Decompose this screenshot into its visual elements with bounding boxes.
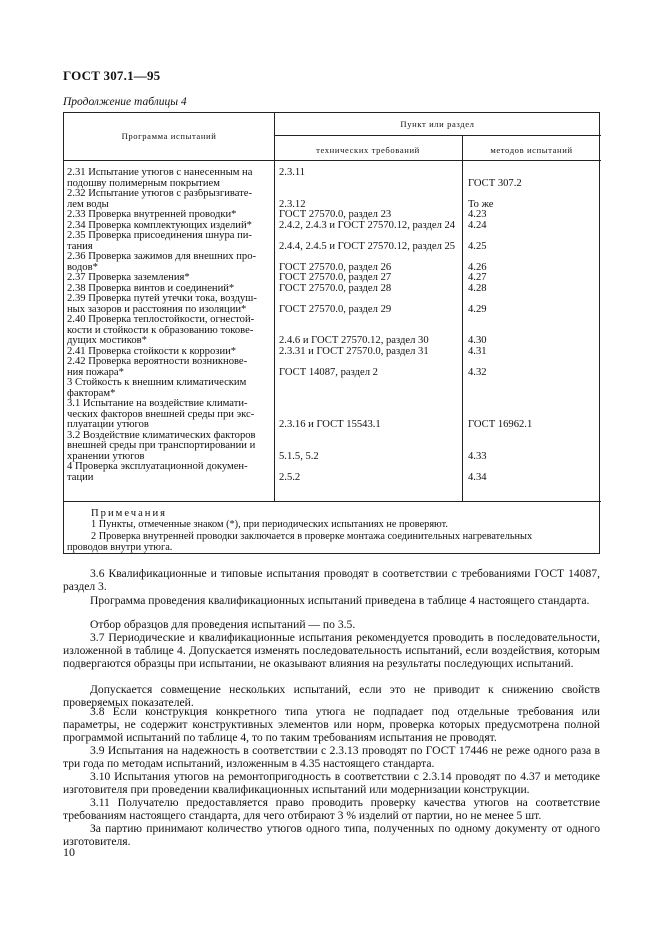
program-line: факторам* <box>67 388 116 399</box>
program-line: плуатации утюгов <box>67 420 149 430</box>
program-line: внешней среды при транспортировании и <box>67 441 256 451</box>
program-line: ных зазоров и расстояния по изоляции* <box>67 304 247 315</box>
program-line: 2.36 Проверка зажимов для внешних про- <box>67 252 257 262</box>
document-title: ГОСТ 307.1—95 <box>63 68 161 83</box>
test-method-cell: То же <box>468 198 494 210</box>
table-divider-h-notes <box>64 501 601 502</box>
program-line: тания <box>67 241 93 252</box>
page-number: 10 <box>63 845 75 859</box>
header-item-or-section: Пункт или раздел <box>400 119 475 129</box>
technical-requirement-cell: ГОСТ 14087, раздел 2 <box>279 367 378 378</box>
program-line: ческих факторов внешней среды при экс- <box>67 409 255 420</box>
note-2-continuation: проводов внутри утюга. <box>67 542 173 553</box>
program-line: 3.1 Испытание на воздействие климати- <box>67 399 248 409</box>
technical-requirement-cell: 2.4.2, 2.4.3 и ГОСТ 27570.12, раздел 24 <box>279 220 456 231</box>
program-line: 2.42 Проверка вероятности возникнове- <box>67 357 248 367</box>
table-caption: Продолжение таблицы 4 <box>63 96 187 108</box>
technical-requirement-cell: 2.3.31 и ГОСТ 27570.0, раздел 31 <box>279 346 429 357</box>
test-method-cell: 4.27 <box>468 272 487 283</box>
program-line: подошву полимерным покрытием <box>67 178 220 189</box>
technical-requirement-cell: ГОСТ 27570.0, раздел 28 <box>279 283 392 294</box>
test-method-cell: 4.34 <box>468 471 487 483</box>
program-line: 2.38 Проверка винтов и соединений* <box>67 283 235 294</box>
test-method-cell: 4.33 <box>468 450 487 462</box>
program-line: тации <box>67 472 94 483</box>
test-method-cell: 4.28 <box>468 282 487 294</box>
program-line: 3 Стойкость к внешним климатическим <box>67 378 247 388</box>
technical-requirement-cell: 2.3.16 и ГОСТ 15543.1 <box>279 420 381 430</box>
paragraph-batch: За партию принимают количество утюгов одного типа, полученных по одному документу от одного изготовителя. <box>63 822 600 849</box>
program-line: 2.41 Проверка стойкости к коррозии* <box>67 346 237 357</box>
notes-title: Примечания <box>91 508 167 519</box>
header-technical-requirements: технических требований <box>316 145 420 155</box>
test-method-cell: ГОСТ 16962.1 <box>468 419 533 430</box>
test-method-cell: 4.26 <box>468 261 487 273</box>
test-program-table <box>63 112 600 554</box>
paragraph-program: Программа проведения квалификационных испытаний приведена в таблице 4 настоящего стандарта. <box>90 594 590 607</box>
header-program: Программа испытаний <box>121 131 217 141</box>
program-line: хранении утюгов <box>67 451 145 462</box>
paragraph-sampling: Отбор образцов для проведения испытаний — по 3.5. <box>90 618 356 631</box>
program-line: лем воды <box>67 199 109 210</box>
paragraph-combination: Допускается совмещение нескольких испытаний, если это не приводит к снижению свойств проверяемых показателей. <box>63 683 600 710</box>
technical-requirement-cell: 2.4.4, 2.4.5 и ГОСТ 27570.12, раздел 25 <box>279 241 456 252</box>
program-line: водов* <box>67 262 98 273</box>
table-divider-v2 <box>462 136 463 501</box>
technical-requirement-cell: 2.3.12 <box>279 199 306 210</box>
technical-requirement-cell: 5.1.5, 5.2 <box>279 451 319 462</box>
test-method-cell: 4.29 <box>468 303 487 315</box>
test-method-cell: 4.32 <box>468 366 487 378</box>
program-line: 4 Проверка эксплуатационной докумен- <box>67 462 248 472</box>
table-divider-h-header <box>64 160 601 161</box>
technical-requirement-cell: 2.3.11 <box>279 168 306 178</box>
technical-requirement-cell: ГОСТ 27570.0, раздел 27 <box>279 273 392 283</box>
technical-requirement-cell: ГОСТ 27570.0, раздел 26 <box>279 262 392 273</box>
program-line: 2.37 Проверка заземления* <box>67 273 190 283</box>
program-line: 2.33 Проверка внутренней проводки* <box>67 210 237 220</box>
test-method-cell: ГОСТ 307.2 <box>468 177 522 189</box>
note-2: 2 Проверка внутренней проводки заключается в проверке монтажа соединительных нагревательных <box>91 531 533 542</box>
program-line: ния пожара* <box>67 367 124 378</box>
header-test-methods: методов испытаний <box>490 145 573 155</box>
note-1: 1 Пункты, отмеченные знаком (*), при периодических испытаниях не проверяют. <box>91 519 448 530</box>
test-method-cell: 4.24 <box>468 219 487 231</box>
program-line: 2.32 Испытание утюгов с разбрызгивате- <box>67 189 253 199</box>
test-method-cell: 4.23 <box>468 209 487 220</box>
paragraph-3-6: 3.6 Квалификационные и типовые испытания проводят в соответствии с требованиями ГОСТ 14087, раздел 3. <box>63 567 600 594</box>
paragraph-3-9: 3.9 Испытания на надежность в соответствии с 2.3.13 проводят по ГОСТ 17446 не реже одного раза в три года по методам испытаний, изложенным в 4.35 настоящего стандарта. <box>63 744 600 771</box>
table-divider-h-group <box>274 135 601 136</box>
paragraph-3-11: 3.11 Получателю предоставляется право проводить проверку качества утюгов на соответствие требованиям настоящего стандарта, для чего отбирают 3 % изделий от партии, но не менее 5 шт. <box>63 796 600 823</box>
technical-requirement-cell: 2.4.6 и ГОСТ 27570.12, раздел 30 <box>279 336 429 346</box>
paragraph-3-7: 3.7 Периодические и квалификационные испытания рекомендуется проводить в последовательности, изложенной в таблице 4. Допускается изменять последовательность испытаний, если воздействия, которым подвергаются образцы при испытании, не оказывают влияния на результаты последующих испытаний. <box>63 631 600 671</box>
program-line: 2.31 Испытание утюгов с нанесенным на <box>67 168 253 178</box>
technical-requirement-cell: ГОСТ 27570.0, раздел 29 <box>279 304 392 315</box>
paragraph-3-8: 3.8 Если конструкция конкретного типа утюга не подпадает под отдельные требования или параметры, не содержит конструктивных элементов или норм, проверка которых предусмотрена полной программой испытаний по таблице 4, то по таким требованиям испытания не проводят. <box>63 705 600 745</box>
program-line: 2.40 Проверка теплостойкости, огнестой- <box>67 315 255 325</box>
technical-requirement-cell: ГОСТ 27570.0, раздел 23 <box>279 210 392 220</box>
test-method-cell: 4.25 <box>468 240 487 252</box>
program-line: дущих мостиков* <box>67 336 147 346</box>
program-line: кости и стойкости к образованию токове- <box>67 325 254 336</box>
technical-requirement-cell: 2.5.2 <box>279 472 301 483</box>
test-method-cell: 4.31 <box>468 345 487 357</box>
table-divider-v1 <box>274 113 275 501</box>
program-line: 2.39 Проверка путей утечки тока, воздуш- <box>67 294 257 304</box>
program-line: 2.34 Проверка комплектующих изделий* <box>67 220 252 231</box>
paragraph-3-10: 3.10 Испытания утюгов на ремонтопригодность в соответствии с 2.3.14 проводят по 4.37 и методике изготовителя при проведении квалификационных испытаний или модернизации конструкции. <box>63 770 600 797</box>
test-method-cell: 4.30 <box>468 335 487 346</box>
program-line: 3.2 Воздействие климатических факторов <box>67 430 256 441</box>
program-line: 2.35 Проверка присоединения шнура пи- <box>67 231 252 241</box>
